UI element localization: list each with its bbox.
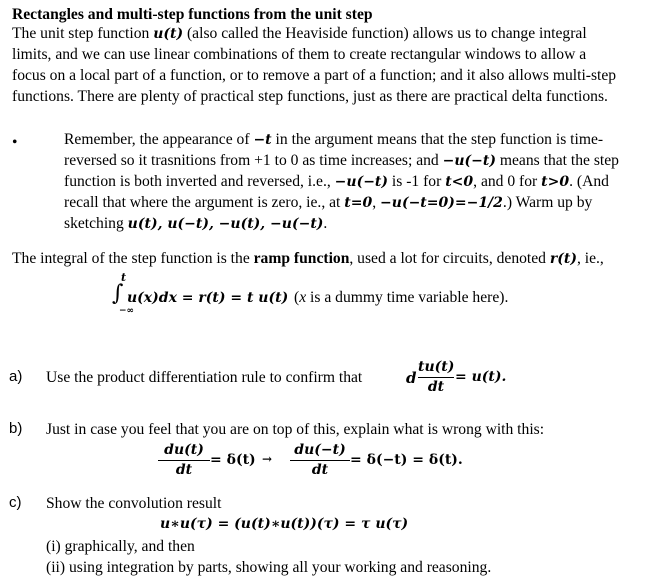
question-a-text: Use the product differentiation rule to confirm that bbox=[46, 369, 363, 386]
intro-line-3: focus on a local part of a function, or to remove a part of a function; and it also allows multi-step bbox=[12, 67, 617, 84]
qb-numerator-1: du(t) bbox=[164, 442, 204, 458]
bullet-line-3: function is both inverted and reversed, i.e., −u(−t) is -1 for t<0, and 0 for t>0. (And bbox=[64, 173, 609, 190]
integral-upper-limit: t bbox=[121, 271, 127, 284]
qa-rhs: = u(t). bbox=[455, 369, 507, 385]
qb-equals-2: = δ(−t) = δ(t). bbox=[350, 452, 463, 468]
question-c-part-1: (i) graphically, and then bbox=[46, 538, 195, 555]
question-a-label: a) bbox=[9, 368, 23, 385]
question-c-label: c) bbox=[9, 494, 22, 511]
qb-denominator-2: dt bbox=[311, 462, 329, 478]
question-b-label: b) bbox=[9, 420, 23, 437]
dummy-variable-note: (x is a dummy time variable here). bbox=[294, 289, 509, 306]
ramp-sentence: The integral of the step function is the ramp function, used a lot for circuits, denoted r(t), ie., bbox=[12, 250, 604, 267]
question-c-text: Show the convolution result bbox=[46, 495, 222, 512]
question-c-part-2: (ii) using integration by parts, showing all your working and reasoning. bbox=[46, 559, 492, 576]
qa-fraction-numerator: tu(t) bbox=[418, 359, 455, 375]
qb-equals-1: = δ(t) bbox=[210, 452, 256, 468]
intro-line-2: limits, and we can use linear combinations of them to create rectangular windows to allow a bbox=[12, 46, 587, 63]
bullet-marker: • bbox=[12, 134, 18, 151]
integral-sign: ∫ bbox=[112, 281, 124, 306]
bullet-line-2: reversed so it trasnitions from +1 to 0 as time increases; and −u(−t) means that the step bbox=[64, 152, 619, 169]
qa-fraction-denominator: dt bbox=[427, 379, 445, 395]
bullet-line-1: Remember, the appearance of −t in the argument means that the step function is time- bbox=[64, 131, 604, 148]
integral-expression: u(x)dx = r(t) = t u(t) bbox=[127, 290, 289, 306]
question-b-text: Just in case you feel that you are on top of this, explain what is wrong with this: bbox=[46, 421, 545, 438]
qb-arrow: → bbox=[262, 452, 273, 466]
bullet-line-5: sketching u(t), u(−t), −u(t), −u(−t). bbox=[64, 215, 328, 232]
bullet-line-4: recall that where the argument is zero, ie., at t=0, −u(−t=0)=−1/2.) Warm up by bbox=[64, 194, 593, 211]
qb-denominator-1: dt bbox=[175, 462, 193, 478]
qb-numerator-2: du(−t) bbox=[294, 442, 346, 458]
intro-line-1: The unit step function u(t) (also called the Heaviside function) allows us to change integral bbox=[12, 25, 587, 42]
integral-lower-limit: −∞ bbox=[119, 306, 135, 316]
qa-d-operator: d bbox=[406, 369, 417, 387]
section-title: Rectangles and multi-step functions from the unit step bbox=[12, 6, 373, 23]
convolution-formula: u∗u(τ) = (u(t)∗u(t))(τ) = τ u(τ) bbox=[160, 516, 409, 532]
intro-line-4: functions. There are plenty of practical step functions, just as there are practical delta functions. bbox=[12, 88, 608, 105]
